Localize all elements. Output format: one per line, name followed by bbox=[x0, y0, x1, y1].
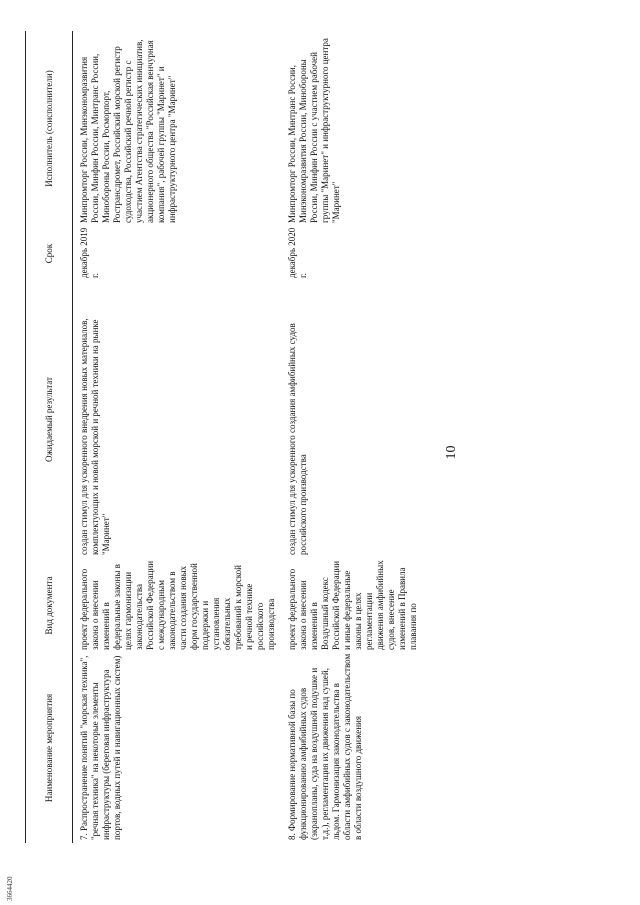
header-deadline: Срок bbox=[26, 226, 73, 281]
measures-table bbox=[25, 31, 419, 843]
header-name: Наименование мероприятия bbox=[26, 653, 73, 843]
expected-result: создан стимул для ускоренного внедрения новых материалов, комплектующих и новой морской и речной техники на рынке "Маринет" bbox=[79, 318, 111, 555]
page-number: 10 bbox=[444, 445, 459, 460]
document-type: проект федерального закона о внесении изменений в Воздушный кодекс Российской Федерации и иные федеральные законы в целях регламентации движения амфибийных судов, внесение изменений в Правила плавания по bbox=[287, 560, 418, 650]
deadline: декабрь 2019 г. bbox=[79, 227, 100, 278]
table-row bbox=[277, 31, 419, 843]
measure-name: 7. Распространение понятий "морская техника", "речная техника" на некоторые элементы инфраструктуры (береговая инфраструктура портов, водных путей и навигационных систем) bbox=[79, 655, 122, 840]
header-doc-type: Вид документа bbox=[26, 558, 73, 653]
executor: Минпромторг России, Минтранс России, Минэкономразвития России, Минобороны России, Минфин России с участием рабочей группы "Маринет" и инфраструктурного центра "Маринет" bbox=[287, 38, 341, 223]
header-executor: Исполнитель (соисполнители) bbox=[26, 31, 73, 226]
table-header-row bbox=[26, 31, 73, 843]
header-result: Ожидаемый результат bbox=[26, 281, 73, 558]
table-row bbox=[73, 31, 278, 843]
executor: Минпромторг России, Минэкономразвития России, Минфин России, Минтранс России, Минобороны России, Росморпорт, Ространсдромет, Российский морской регистр судоходства, Российский речной регистр с участием Агентства стратегических инициатив, акционерного общества "Российская венчурная компания", рабочей группы "Маринет" и инфраструктурного центра "Маринет" bbox=[79, 39, 177, 223]
expected-result: создан стимул для ускоренного создания амфибийных судов российского производства bbox=[287, 323, 308, 555]
measure-name: 8. Формирование нормативной базы по функционированию амфибийных судов (экранопланы, суда на воздушной подушке и т.д.), регламентация их движения над сушей, льдом. Гармонизация законодательства в области амфибийных судов с законодательством в области воздушного движения bbox=[287, 653, 363, 840]
deadline: декабрь 2020 г. bbox=[287, 227, 308, 278]
document-type: проект федерального закона о внесении изменений в федеральные законы в целях гармонизации законодательства Российской Федерации с международным законодательством в части создания новых форм государственной поддержки и установления обязательных требований к морской и речной технике российского производства bbox=[79, 560, 276, 650]
document-id: 3664420 bbox=[6, 876, 14, 901]
